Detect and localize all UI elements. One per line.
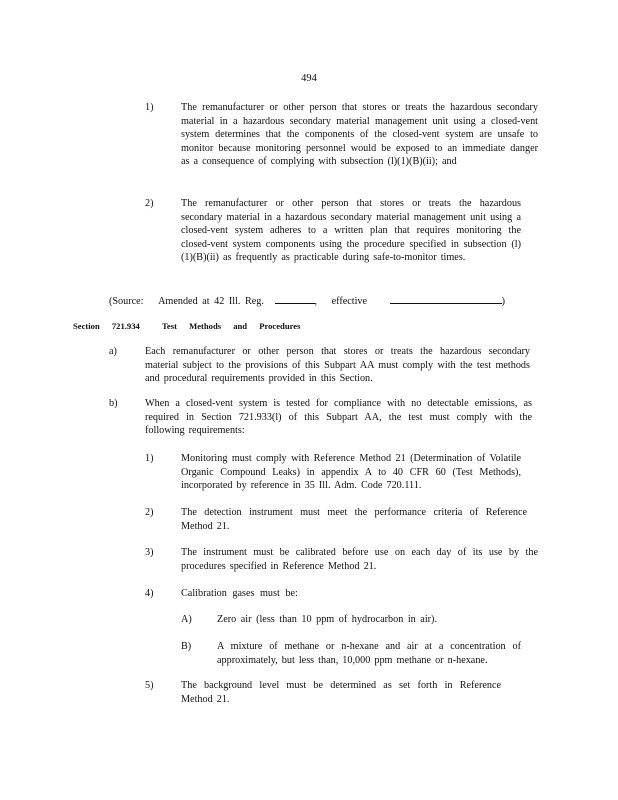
- page-number: 494: [301, 73, 317, 84]
- requirement-marker: 1): [145, 453, 154, 464]
- section-heading: [73, 320, 300, 334]
- blank-line: [275, 293, 315, 304]
- requirement-marker: 4): [145, 588, 154, 599]
- source-close: ): [501, 296, 505, 307]
- gas-marker: A): [181, 614, 192, 625]
- gas-item: Zero air (less than 10 ppm of hydrocarbon in air).: [217, 614, 437, 625]
- paragraph: When a closed-vent system is tested for compliance with no detectable emissions, as required in Section 721.933(l) of this Subpart AA, the test must comply with the following requirements:: [145, 398, 532, 437]
- item-marker: 2): [145, 198, 154, 209]
- list-item: The remanufacturer or other person that stores or treats the hazardous secondary material in a hazardous secondary material management unit using a closed-vent system adheres to a written plan that requires monitoring the closed-vent system components using the procedure specified in subsection (l)(1)(B)(ii) as frequently as practicable during safe-to-monitor times.: [181, 198, 521, 264]
- requirement: Calibration gases must be:: [181, 588, 298, 599]
- source-comma: ,: [314, 296, 318, 307]
- paragraph-marker: b): [109, 398, 118, 409]
- gas-marker: B): [181, 641, 192, 652]
- requirement-marker: 5): [145, 680, 154, 691]
- source-note: [109, 293, 505, 309]
- section-number: Section 721.934: [73, 321, 140, 331]
- blank-line: [390, 293, 502, 304]
- source-label: (Source:: [109, 296, 144, 307]
- list-item: The remanufacturer or other person that stores or treats the hazardous secondary material in a hazardous secondary material management unit using a closed-vent system determines that the components of the closed-vent system are unsafe to monitor because monitoring personnel would be exposed to an immediate danger as a consequence of complying with subsection (l)(1)(B)(ii); and: [181, 102, 538, 168]
- source-amended: Amended at 42 Ill. Reg.: [158, 296, 264, 307]
- source-effective: effective: [331, 296, 368, 307]
- requirement: Monitoring must comply with Reference Method 21 (Determination of Volatile Organic Compound Leaks) in appendix A to 40 CFR 60 (Test Methods), incorporated by reference in 35 Ill. Adm. Code 720.111.: [181, 453, 521, 492]
- requirement-marker: 2): [145, 507, 154, 518]
- item-marker: 1): [145, 102, 154, 113]
- requirement: The instrument must be calibrated before use on each day of its use by the procedures specified in Reference Method 21.: [181, 547, 538, 572]
- requirement-marker: 3): [145, 547, 154, 558]
- requirement: The background level must be determined as set forth in Reference Method 21.: [181, 680, 501, 705]
- paragraph: Each remanufacturer or other person that stores or treats the hazardous secondary material subject to the provisions of this Subpart AA must comply with the test methods and procedural requirements provided in this Section.: [145, 346, 530, 385]
- paragraph-marker: a): [109, 346, 117, 357]
- section-title: Test Methods and Procedures: [161, 321, 301, 331]
- requirement: The detection instrument must meet the performance criteria of Reference Method 21.: [181, 507, 527, 532]
- gas-item: A mixture of methane or n-hexane and air at a concentration of approximately, but less than, 10,000 ppm methane or n-hexane.: [217, 641, 521, 666]
